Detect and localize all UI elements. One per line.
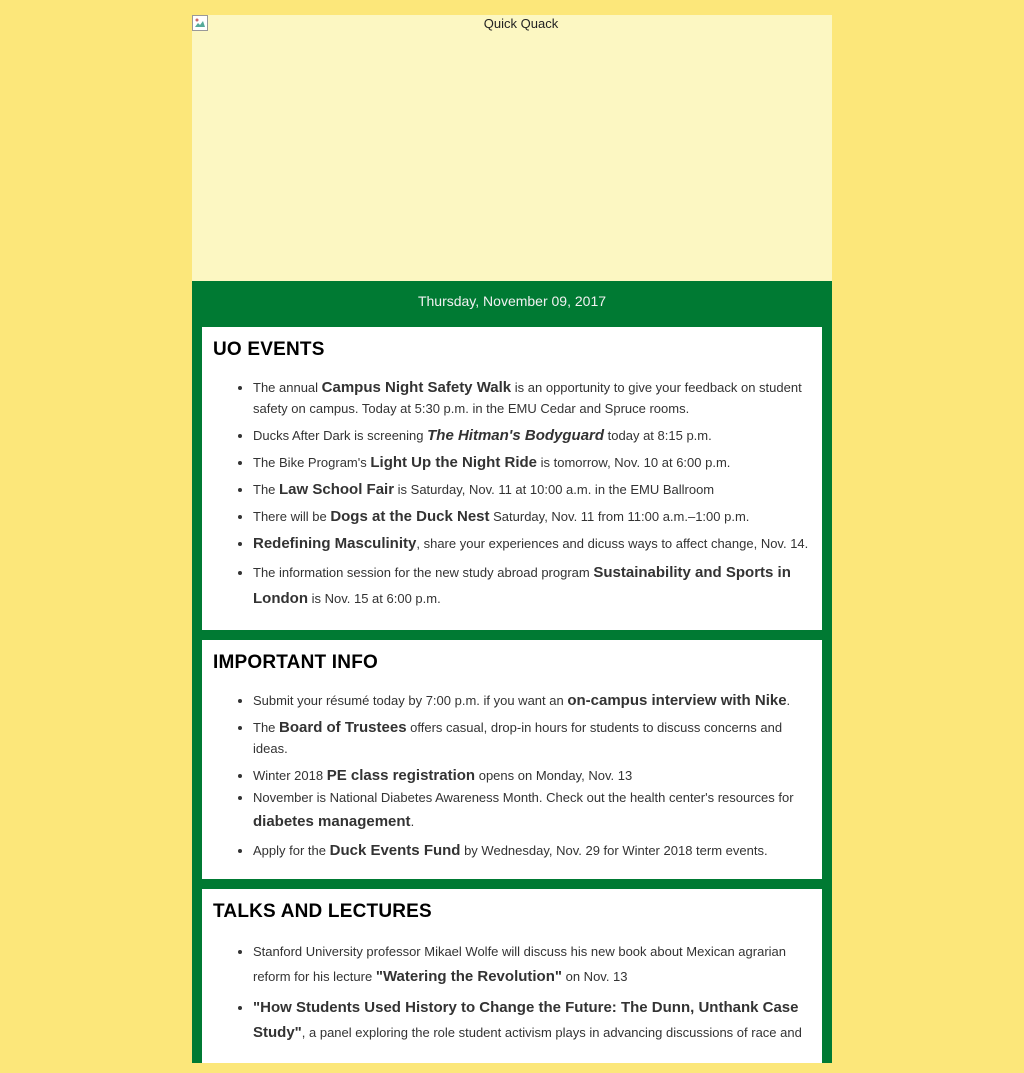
list-item: • Redefining Masculinity, share your experiences and dicuss ways to affect change, Nov. 14. bbox=[253, 533, 812, 554]
section-title: UO EVENTS bbox=[213, 339, 325, 360]
talks-list bbox=[213, 939, 812, 1045]
content-area bbox=[192, 281, 832, 1063]
list-item: • There will be Dogs at the Duck Nest Saturday, Nov. 11 from 11:00 a.m.–1:00 p.m. bbox=[253, 506, 812, 527]
event-link[interactable]: Dogs at the Duck Nest bbox=[330, 508, 490, 525]
list-item: • November is National Diabetes Awareness Month. Check out the health center's resources for diabetes management. bbox=[253, 786, 812, 834]
list-item: • Ducks After Dark is screening The Hitman's Bodyguard today at 8:15 p.m. bbox=[253, 425, 812, 446]
info-link[interactable]: on-campus interview with Nike bbox=[567, 692, 787, 709]
talks-lectures-section bbox=[202, 889, 822, 1063]
list-item: • The information session for the new study abroad program Sustainability and Sports in London is Nov. 15 at 6:00 p.m. bbox=[253, 560, 812, 612]
issue-date: Thursday, November 09, 2017 bbox=[417, 293, 607, 309]
list-item: • Submit your résumé today by 7:00 p.m. if you want an on-campus interview with Nike. bbox=[253, 690, 812, 711]
list-item: • The Board of Trustees offers casual, drop-in hours for students to discuss concerns and ideas. bbox=[253, 717, 812, 759]
section-title: TALKS AND LECTURES bbox=[213, 901, 432, 922]
list-item: • The Law School Fair is Saturday, Nov. 11 at 10:00 a.m. in the EMU Ballroom bbox=[253, 479, 812, 500]
list-item: • Apply for the Duck Events Fund by Wednesday, Nov. 29 for Winter 2018 term events. bbox=[253, 840, 812, 861]
list-item: • The Bike Program's Light Up the Night Ride is tomorrow, Nov. 10 at 6:00 p.m. bbox=[253, 452, 812, 473]
event-link[interactable]: Redefining Masculinity bbox=[253, 535, 417, 552]
info-link[interactable]: diabetes management bbox=[253, 813, 411, 830]
event-list bbox=[213, 377, 812, 612]
list-item: • Winter 2018 PE class registration opens on Monday, Nov. 13 bbox=[253, 765, 812, 786]
event-link[interactable]: Sustainability and Sports in London bbox=[253, 564, 791, 607]
event-link[interactable]: The Hitman's Bodyguard bbox=[427, 427, 605, 444]
event-link[interactable]: Light Up the Night Ride bbox=[370, 454, 537, 471]
info-list bbox=[213, 690, 812, 861]
info-link[interactable]: Duck Events Fund bbox=[329, 842, 461, 859]
list-item: • Stanford University professor Mikael Wolfe will discuss his new book about Mexican agrarian reform for his lecture "Watering the Revolution" on Nov. 13 bbox=[253, 939, 812, 989]
banner-alt-text: Quick Quack bbox=[483, 16, 559, 31]
list-item: • "How Students Used History to Change the Future: The Dunn, Unthank Case Study", a panel exploring the role student activism plays in advancing discussions of race and bbox=[253, 995, 812, 1045]
info-link[interactable]: Board of Trustees bbox=[279, 719, 407, 736]
section-title: IMPORTANT INFO bbox=[213, 652, 378, 673]
header-banner bbox=[192, 15, 832, 281]
event-link[interactable]: Campus Night Safety Walk bbox=[321, 379, 512, 396]
newsletter bbox=[192, 15, 832, 1073]
list-item: • The annual Campus Night Safety Walk is an opportunity to give your feedback on student safety on campus. Today at 5:30 p.m. in the EMU Cedar and Spruce rooms. bbox=[253, 377, 812, 419]
event-link[interactable]: Law School Fair bbox=[279, 481, 395, 498]
important-info-section bbox=[202, 640, 822, 879]
info-link[interactable]: PE class registration bbox=[326, 767, 476, 784]
talk-link[interactable]: "How Students Used History to Change the Future: The Dunn, Unthank Case Study" bbox=[253, 999, 799, 1041]
talk-link[interactable]: "Watering the Revolution" bbox=[375, 968, 562, 985]
uo-events-section bbox=[202, 327, 822, 630]
